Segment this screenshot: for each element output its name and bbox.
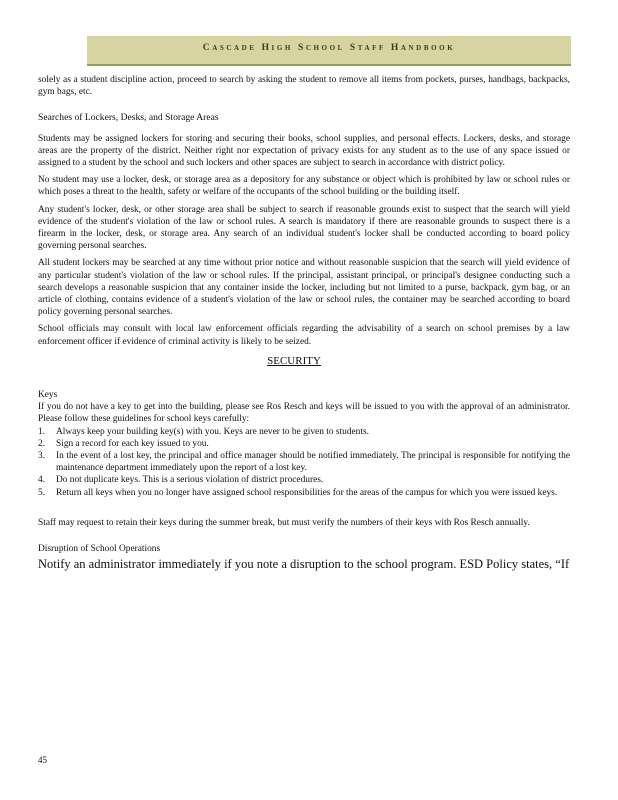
handbook-title: Cascade High School Staff Handbook — [202, 43, 456, 53]
list-item — [38, 438, 570, 450]
keys-heading: Keys — [38, 390, 58, 401]
keys-guidelines-list — [38, 426, 570, 499]
keys-intro: If you do not have a key to get into the building, please see Ros Resch and keys will be issued to you with the approval of an administrator. Please follow these guidelines for school keys carefully: — [38, 402, 570, 425]
searches-paragraph-1: Students may be assigned lockers for storing and securing their books, school supplies, and personal effects. Lockers, desks, and storage areas are the property of the district. Neither right nor expectation of privacy exists for any student as to the use of any space issued or assigned to a student by the school and such lockers and other spaces are subject to search in accordance with district policy. — [38, 133, 570, 169]
list-text: Return all keys when you no longer have assigned school responsibilities for the areas of the campus for which you were issued keys. — [56, 487, 558, 498]
list-text: Do not duplicate keys. This is a serious violation of district procedures. — [56, 475, 324, 486]
security-heading-text: SECURITY — [267, 354, 321, 367]
list-text: Sign a record for each key issued to you. — [56, 438, 209, 449]
list-number: 4. — [38, 475, 46, 486]
page-body — [38, 74, 570, 572]
disruption-paragraph: Notify an administrator immediately if you note a disruption to the school program. ESD Policy states, “If — [38, 557, 570, 572]
searches-paragraph-2: No student may use a locker, desk, or storage area as a depository for any substance or object which is prohibited by law or school rules or which poses a threat to the health, safety or welfare of the occupants of the school building or the building itself. — [38, 175, 570, 198]
list-text: In the event of a lost key, the principal and office manager should be notified immediately. The principal is responsible for notifying the maintenance department immediately upon the report of a lost key. — [56, 451, 570, 474]
page-number: 45 — [38, 755, 47, 765]
keys-summer-paragraph: Staff may request to retain their keys during the summer break, but must verify the numbers of their keys with Ros Resch annually. — [38, 517, 530, 528]
list-number: 2. — [38, 438, 46, 449]
security-heading — [38, 355, 570, 367]
searches-paragraph-3: Any student's locker, desk, or other storage area shall be subject to search if reasonable grounds exist to suspect that the search will yield evidence of the student's violation of the law or school rules. A search is mandatory if there are reasonable grounds to suspect there is a firearm in the locker, desk, or storage area. Any search of an individual student's locker shall be conducted according to board policy governing personal searches. — [38, 204, 570, 252]
searches-heading: Searches of Lockers, Desks, and Storage Areas — [38, 112, 219, 124]
list-item — [38, 426, 570, 438]
handbook-header-band — [87, 36, 571, 66]
searches-paragraph-4: All student lockers may be searched at any time without prior notice and without reasonable suspicion that the search will yield evidence of any particular student's violation of the law or school rules. If the principal, assistant principal, or principal's designee conducting such a search develops a reasonable suspicion that any container inside the locker, including but not limited to a purse, backpack, gym bag, or an article of clothing, contains evidence of a student's violation of the law or school rules, the container may be searched according to board policy governing personal searches. — [38, 258, 570, 318]
list-item — [38, 450, 570, 474]
disruption-heading: Disruption of School Operations — [38, 544, 161, 555]
list-number: 3. — [38, 451, 46, 462]
list-item — [38, 487, 570, 499]
list-number: 5. — [38, 487, 46, 498]
list-item — [38, 474, 570, 486]
list-number: 1. — [38, 426, 46, 437]
list-text: Always keep your building key(s) with you. Keys are never to be given to students. — [56, 426, 369, 437]
intro-paragraph: solely as a student discipline action, proceed to search by asking the student to remove all items from pockets, purses, handbags, backpacks, gym bags, etc. — [38, 75, 570, 98]
searches-paragraph-5: School officials may consult with local law enforcement officials regarding the advisability of a search on school premises by a law enforcement officer if evidence of criminal activity is likely to be seized. — [38, 324, 570, 347]
